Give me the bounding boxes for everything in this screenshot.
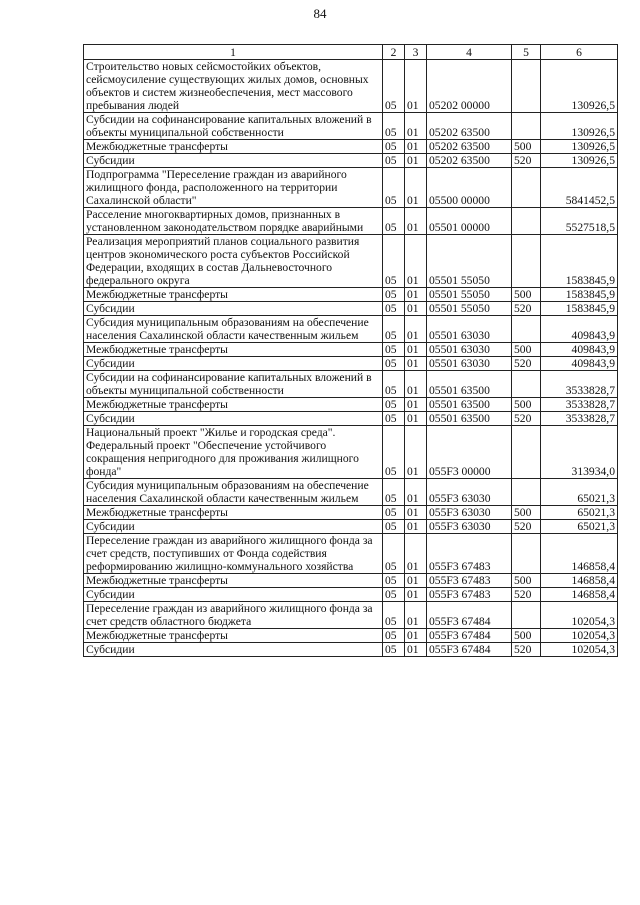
row-amount: 102054,3 [541,602,618,629]
row-target-code: 055F3 67483 [427,574,512,588]
row-section: 05 [383,574,405,588]
row-subsection: 01 [405,426,427,479]
row-expense-type: 500 [512,506,541,520]
row-subsection: 01 [405,60,427,113]
row-section: 05 [383,588,405,602]
row-subsection: 01 [405,154,427,168]
row-amount: 409843,9 [541,357,618,371]
row-section: 05 [383,140,405,154]
row-amount: 102054,3 [541,643,618,657]
row-target-code: 055F3 63030 [427,479,512,506]
table-row [84,520,618,534]
column-header: 1 [84,45,383,60]
row-section: 05 [383,154,405,168]
row-target-code: 055F3 63030 [427,520,512,534]
row-amount: 409843,9 [541,343,618,357]
row-name: Реализация мероприятий планов социального развития центров экономического роста субъектов Российской Федерации, входящих в состав Дальневосточного федерального округа [84,235,383,288]
row-expense-type [512,208,541,235]
table-row [84,113,618,140]
table-row [84,506,618,520]
row-subsection: 01 [405,398,427,412]
row-expense-type [512,60,541,113]
table-row [84,302,618,316]
row-target-code: 05501 55050 [427,288,512,302]
table-row [84,371,618,398]
row-subsection: 01 [405,520,427,534]
table-row [84,208,618,235]
row-amount: 1583845,9 [541,235,618,288]
row-subsection: 01 [405,168,427,208]
row-expense-type: 520 [512,154,541,168]
row-target-code: 055F3 00000 [427,426,512,479]
row-target-code: 05501 63030 [427,343,512,357]
row-subsection: 01 [405,479,427,506]
row-section: 05 [383,343,405,357]
table-row [84,602,618,629]
row-expense-type: 520 [512,412,541,426]
row-amount: 1583845,9 [541,288,618,302]
row-amount: 65021,3 [541,479,618,506]
table-row [84,168,618,208]
row-target-code: 05501 63030 [427,316,512,343]
row-section: 05 [383,235,405,288]
table-row [84,154,618,168]
row-section: 05 [383,426,405,479]
column-header: 5 [512,45,541,60]
row-expense-type: 500 [512,140,541,154]
table-row [84,140,618,154]
row-amount: 102054,3 [541,629,618,643]
row-subsection: 01 [405,574,427,588]
row-expense-type [512,602,541,629]
table-row [84,412,618,426]
row-section: 05 [383,643,405,657]
row-name: Межбюджетные трансферты [84,574,383,588]
row-amount: 146858,4 [541,588,618,602]
row-name: Субсидия муниципальным образованиям на обеспечение населения Сахалинской области качественным жильем [84,479,383,506]
row-name: Межбюджетные трансферты [84,629,383,643]
row-subsection: 01 [405,506,427,520]
table-row [84,643,618,657]
row-subsection: 01 [405,643,427,657]
row-section: 05 [383,520,405,534]
row-subsection: 01 [405,235,427,288]
table-row [84,60,618,113]
row-section: 05 [383,412,405,426]
table-row [84,316,618,343]
row-subsection: 01 [405,140,427,154]
row-target-code: 05501 63030 [427,357,512,371]
row-subsection: 01 [405,343,427,357]
row-target-code: 055F3 67484 [427,602,512,629]
row-section: 05 [383,398,405,412]
table-row [84,235,618,288]
row-target-code: 055F3 63030 [427,506,512,520]
row-subsection: 01 [405,316,427,343]
row-amount: 130926,5 [541,60,618,113]
row-subsection: 01 [405,113,427,140]
row-name: Переселение граждан из аварийного жилищного фонда за счет средств областного бюджета [84,602,383,629]
row-amount: 65021,3 [541,506,618,520]
column-header: 6 [541,45,618,60]
row-subsection: 01 [405,208,427,235]
table-row [84,357,618,371]
row-target-code: 05501 55050 [427,302,512,316]
row-section: 05 [383,302,405,316]
row-subsection: 01 [405,534,427,574]
row-name: Межбюджетные трансферты [84,288,383,302]
row-expense-type: 520 [512,588,541,602]
row-name: Субсидия муниципальным образованиям на обеспечение населения Сахалинской области качественным жильем [84,316,383,343]
row-section: 05 [383,357,405,371]
column-header: 4 [427,45,512,60]
row-subsection: 01 [405,302,427,316]
row-name: Межбюджетные трансферты [84,398,383,412]
row-section: 05 [383,602,405,629]
row-expense-type: 520 [512,643,541,657]
row-expense-type: 520 [512,520,541,534]
table-row [84,343,618,357]
row-target-code: 05501 00000 [427,208,512,235]
row-name: Переселение граждан из аварийного жилищного фонда за счет средств, поступивших от Фонда содействия реформированию жилищно-коммунального хозяйства [84,534,383,574]
row-name: Субсидии [84,302,383,316]
row-name: Строительство новых сейсмостойких объектов, сейсмоусиление существующих жилых домов, основных объектов и систем жизнеобеспечения, мест массового пребывания людей [84,60,383,113]
row-target-code: 05501 63500 [427,398,512,412]
table-row [84,398,618,412]
row-name: Субсидии [84,588,383,602]
row-expense-type [512,426,541,479]
row-section: 05 [383,479,405,506]
table-row [84,534,618,574]
row-section: 05 [383,534,405,574]
row-expense-type: 500 [512,398,541,412]
row-amount: 3533828,7 [541,371,618,398]
row-name: Субсидии на софинансирование капитальных вложений в объекты муниципальной собственности [84,371,383,398]
row-section: 05 [383,371,405,398]
table-row [84,629,618,643]
page-number: 84 [313,6,327,21]
table-header-row [84,45,618,60]
row-name: Межбюджетные трансферты [84,140,383,154]
row-section: 05 [383,168,405,208]
row-target-code: 055F3 67483 [427,588,512,602]
row-amount: 5527518,5 [541,208,618,235]
row-amount: 130926,5 [541,140,618,154]
row-amount: 3533828,7 [541,398,618,412]
row-subsection: 01 [405,588,427,602]
table-row [84,574,618,588]
row-expense-type [512,371,541,398]
row-name: Расселение многоквартирных домов, признанных в установленном законодательством порядке аварийными [84,208,383,235]
row-name: Субсидии [84,412,383,426]
row-expense-type: 520 [512,302,541,316]
row-name: Субсидии [84,357,383,371]
row-subsection: 01 [405,371,427,398]
row-name: Субсидии на софинансирование капитальных вложений в объекты муниципальной собственности [84,113,383,140]
table-row [84,588,618,602]
row-expense-type [512,235,541,288]
row-target-code: 055F3 67484 [427,629,512,643]
row-target-code: 05501 55050 [427,235,512,288]
row-amount: 3533828,7 [541,412,618,426]
row-name: Подпрограмма "Переселение граждан из аварийного жилищного фонда, расположенного на территории Сахалинской области" [84,168,383,208]
row-target-code: 05501 63500 [427,371,512,398]
row-target-code: 05202 63500 [427,113,512,140]
table-row [84,426,618,479]
row-amount: 130926,5 [541,154,618,168]
row-subsection: 01 [405,602,427,629]
row-expense-type [512,168,541,208]
row-amount: 5841452,5 [541,168,618,208]
row-expense-type [512,113,541,140]
row-target-code: 055F3 67483 [427,534,512,574]
row-subsection: 01 [405,629,427,643]
row-section: 05 [383,288,405,302]
budget-table [83,44,618,657]
row-name: Субсидии [84,154,383,168]
row-section: 05 [383,629,405,643]
row-expense-type [512,479,541,506]
row-target-code: 05501 63500 [427,412,512,426]
row-expense-type: 500 [512,288,541,302]
row-amount: 1583845,9 [541,302,618,316]
row-section: 05 [383,506,405,520]
row-expense-type [512,534,541,574]
row-name: Межбюджетные трансферты [84,506,383,520]
row-section: 05 [383,60,405,113]
row-name: Национальный проект "Жилье и городская среда". Федеральный проект "Обеспечение устойчивого сокращения непригодного для проживания жилищного фонда" [84,426,383,479]
row-target-code: 055F3 67484 [427,643,512,657]
row-expense-type: 500 [512,574,541,588]
row-target-code: 05202 63500 [427,154,512,168]
row-subsection: 01 [405,412,427,426]
row-amount: 146858,4 [541,534,618,574]
row-section: 05 [383,113,405,140]
row-name: Субсидии [84,643,383,657]
row-section: 05 [383,316,405,343]
row-amount: 65021,3 [541,520,618,534]
row-name: Субсидии [84,520,383,534]
row-amount: 146858,4 [541,574,618,588]
table-row [84,288,618,302]
row-subsection: 01 [405,288,427,302]
row-target-code: 05202 63500 [427,140,512,154]
row-expense-type: 500 [512,343,541,357]
row-section: 05 [383,208,405,235]
column-header: 2 [383,45,405,60]
row-target-code: 05500 00000 [427,168,512,208]
row-subsection: 01 [405,357,427,371]
row-expense-type: 520 [512,357,541,371]
row-amount: 130926,5 [541,113,618,140]
row-target-code: 05202 00000 [427,60,512,113]
table-row [84,479,618,506]
column-header: 3 [405,45,427,60]
row-amount: 313934,0 [541,426,618,479]
row-expense-type [512,316,541,343]
row-name: Межбюджетные трансферты [84,343,383,357]
row-expense-type: 500 [512,629,541,643]
row-amount: 409843,9 [541,316,618,343]
